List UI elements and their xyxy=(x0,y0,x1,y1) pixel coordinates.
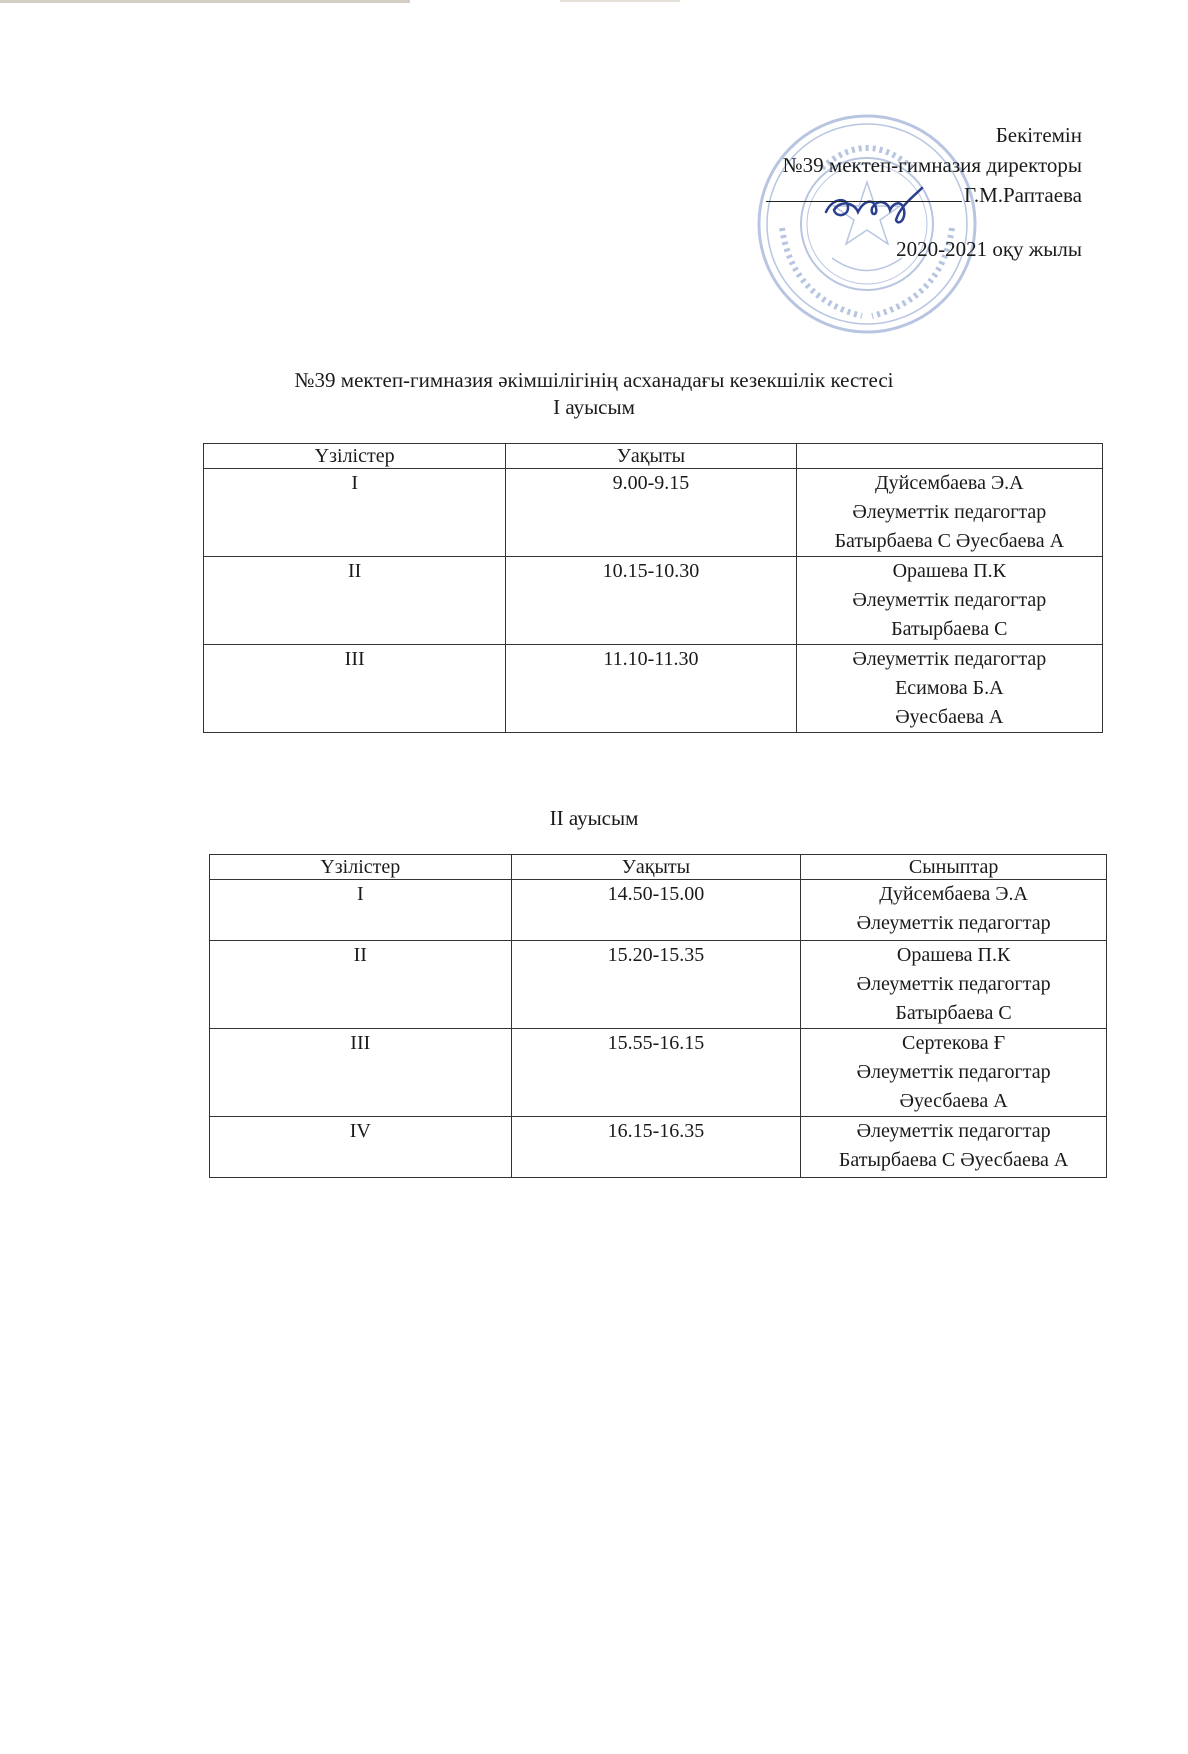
time-cell: 9.00-9.15 xyxy=(506,469,796,557)
duty-line: Дуйсембаева Э.А xyxy=(874,472,1024,494)
duty-cell xyxy=(796,469,1102,557)
duty-line: Әлеуметтік педагогтар xyxy=(856,912,1051,934)
duty-line: Әлеуметтік педагогтар xyxy=(852,501,1047,523)
header-breaks: Үзілістер xyxy=(204,444,506,469)
duty-line: Батырбаева С xyxy=(891,618,1008,640)
header-breaks: Үзілістер xyxy=(210,855,512,880)
approval-block xyxy=(766,120,1082,264)
duty-line: Батырбаева С Әуесбаева А xyxy=(834,530,1065,552)
signature-underline xyxy=(766,201,962,202)
break-cell: ІІІ xyxy=(210,1029,512,1117)
break-cell: ІV xyxy=(210,1117,512,1178)
break-cell: ІІ xyxy=(204,557,506,645)
break-cell: І xyxy=(204,469,506,557)
time-cell: 15.20-15.35 xyxy=(511,941,801,1029)
table-row xyxy=(204,557,1103,645)
scan-edge xyxy=(0,0,1188,6)
duty-cell xyxy=(801,1117,1107,1178)
duty-line: Әлеуметтік педагогтар xyxy=(856,1061,1051,1083)
shift2-table xyxy=(209,854,1107,1178)
duty-cell xyxy=(801,941,1107,1029)
time-cell: 14.50-15.00 xyxy=(511,880,801,941)
table-row xyxy=(210,1029,1107,1117)
table-row xyxy=(210,880,1107,941)
time-cell: 15.55-16.15 xyxy=(511,1029,801,1117)
duty-line: Әлеуметтік педагогтар xyxy=(852,589,1047,611)
duty-line: Батырбаева С Әуесбаева А xyxy=(838,1149,1069,1171)
duty-cell xyxy=(801,1029,1107,1117)
shift1-label: І ауысым xyxy=(553,395,635,419)
duty-line: Орашева П.К xyxy=(892,560,1007,582)
table-row xyxy=(204,645,1103,733)
break-cell: ІІ xyxy=(210,941,512,1029)
duty-cell xyxy=(801,880,1107,941)
approval-position: №39 мектеп-гимназия директоры xyxy=(782,153,1082,177)
table-header-row xyxy=(210,855,1107,880)
table-row xyxy=(204,469,1103,557)
duty-line: Дуйсембаева Э.А xyxy=(879,883,1028,905)
duty-line: Әуесбаева А xyxy=(895,706,1004,728)
duty-line: Есимова Б.А xyxy=(895,677,1004,699)
table-header-row xyxy=(204,444,1103,469)
duty-line: Әлеуметтік педагогтар xyxy=(856,1120,1051,1142)
shift2-label: ІІ ауысым xyxy=(549,806,639,830)
approval-director: Г.М.Раптаева xyxy=(964,183,1082,207)
time-cell: 16.15-16.35 xyxy=(511,1117,801,1178)
duty-line: Әлеуметтік педагогтар xyxy=(856,973,1051,995)
duty-line: Әуесбаева А xyxy=(899,1090,1008,1112)
approval-year: 2020-2021 оқу жылы xyxy=(896,237,1082,261)
duty-line: Сертекова Ғ xyxy=(902,1032,1006,1054)
table-row xyxy=(210,941,1107,1029)
header-duty xyxy=(796,444,1102,469)
header-time: Уақыты xyxy=(506,444,796,469)
duty-line: Әлеуметтік педагогтар xyxy=(852,648,1047,670)
duty-cell xyxy=(796,645,1102,733)
approval-signature-line xyxy=(766,180,1082,210)
break-cell: ІІІ xyxy=(204,645,506,733)
page-title: №39 мектеп-гимназия әкімшілігінің асханадағы кезекшілік кестесі xyxy=(294,368,894,392)
shift1-table xyxy=(203,443,1103,733)
duty-line: Орашева П.К xyxy=(896,944,1011,966)
duty-line: Батырбаева С xyxy=(895,1002,1012,1024)
time-cell: 10.15-10.30 xyxy=(506,557,796,645)
duty-cell xyxy=(796,557,1102,645)
header-classes: Сыныптар xyxy=(801,855,1107,880)
header-time: Уақыты xyxy=(511,855,801,880)
table-row xyxy=(210,1117,1107,1178)
break-cell: І xyxy=(210,880,512,941)
time-cell: 11.10-11.30 xyxy=(506,645,796,733)
approval-approve: Бекітемін xyxy=(995,123,1082,147)
